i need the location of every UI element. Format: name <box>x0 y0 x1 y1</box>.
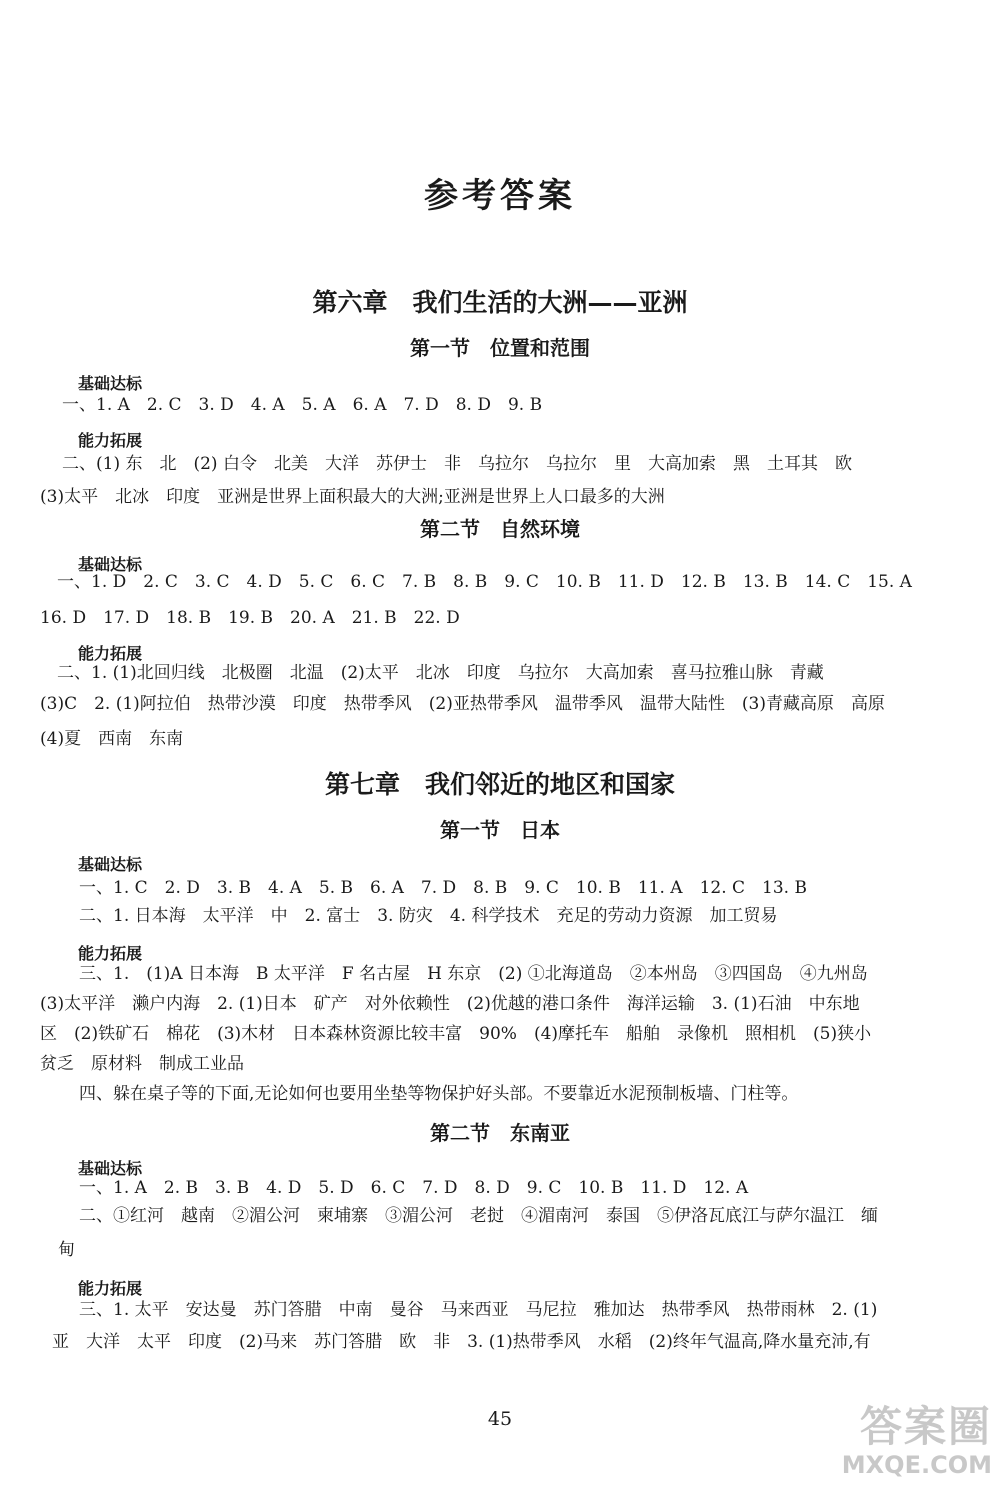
ch7-sec2-basic-label: 基础达标 <box>78 1159 143 1178</box>
ch7-sec1-heading: 第一节 日本 <box>440 818 560 842</box>
answer-line: 一、1. A 2. C 3. D 4. A 5. A 6. A 7. D 8. D 9. B <box>62 395 543 415</box>
watermark-logo <box>802 1404 992 1488</box>
chapter-6-heading: 第六章 我们生活的大洲——亚洲 <box>312 288 688 317</box>
answer-line: 三、1. 太平 安达曼 苏门答腊 中南 曼谷 马来西亚 马尼拉 雅加达 热带季风 热带雨林 2. (1) <box>62 1300 878 1320</box>
ch7-sec2-ext-label: 能力拓展 <box>78 1279 143 1298</box>
ch6-sec1-ext-label: 能力拓展 <box>78 431 143 450</box>
answer-line: 16. D 17. D 18. B 19. B 20. A 21. B 22. D <box>40 608 460 628</box>
answer-line: 区 (2)铁矿石 棉花 (3)木材 日本森林资源比较丰富 90% (4)摩托车 船舶 录像机 照相机 (5)狭小 <box>40 1024 872 1044</box>
ch6-sec2-ext-label: 能力拓展 <box>78 644 143 663</box>
answer-line: (4)夏 西南 东南 <box>40 729 184 749</box>
watermark-main: 答案圈 <box>859 1402 992 1451</box>
chapter-7-heading: 第七章 我们邻近的地区和国家 <box>324 770 675 799</box>
ch6-sec1-heading: 第一节 位置和范围 <box>410 336 590 360</box>
answer-line: 三、1. (1)A 日本海 B 太平洋 F 名古屋 H 东京 (2) ①北海道岛 ②本州岛 ③四国岛 ④九州岛 <box>62 964 868 984</box>
answer-line: 二、(1) 东 北 (2) 白令 北美 大洋 苏伊士 非 乌拉尔 乌拉尔 里 大高加索 黑 土耳其 欧 <box>62 454 852 474</box>
page-title: 参考答案 <box>424 176 576 216</box>
answer-line: 二、①红河 越南 ②湄公河 柬埔寨 ③湄公河 老挝 ④湄南河 泰国 ⑤伊洛瓦底江与萨尔温江 缅 <box>62 1206 878 1226</box>
ch6-sec2-basic-label: 基础达标 <box>78 555 143 574</box>
ch7-sec2-heading: 第二节 东南亚 <box>430 1121 570 1145</box>
answer-line: 贫乏 原材料 制成工业品 <box>40 1054 244 1074</box>
answer-line: (3)C 2. (1)阿拉伯 热带沙漠 印度 热带季风 (2)亚热带季风 温带季风 温带大陆性 (3)青藏高原 高原 <box>40 694 885 714</box>
watermark-url: MXQE.COM <box>841 1451 992 1479</box>
answer-line: 四、躲在桌子等的下面,无论如何也要用坐垫等物保护好头部。不要靠近水泥预制板墙、门柱等。 <box>62 1084 799 1104</box>
answer-line: (3)太平 北冰 印度 亚洲是世界上面积最大的大洲;亚洲是世界上人口最多的大洲 <box>40 487 665 507</box>
ch7-sec1-basic-label: 基础达标 <box>78 855 143 874</box>
answer-line: 一、1. D 2. C 3. C 4. D 5. C 6. C 7. B 8. B 9. C 10. B 11. D 12. B 13. B 14. C 15. A <box>40 572 912 592</box>
answer-line: (3)太平洋 濑户内海 2. (1)日本 矿产 对外依赖性 (2)优越的港口条件 海洋运输 3. (1)石油 中东地 <box>40 994 860 1014</box>
answer-line: 二、1. (1)北回归线 北极圈 北温 (2)太平 北冰 印度 乌拉尔 大高加索 喜马拉雅山脉 青藏 <box>40 663 824 683</box>
ch6-sec1-basic-label: 基础达标 <box>78 374 143 393</box>
answer-line: 一、1. C 2. D 3. B 4. A 5. B 6. A 7. D 8. B 9. C 10. B 11. A 12. C 13. B <box>62 878 807 898</box>
page-number: 45 <box>487 1408 513 1430</box>
answer-line: 二、1. 日本海 太平洋 中 2. 富士 3. 防灾 4. 科学技术 充足的劳动力资源 加工贸易 <box>62 906 778 926</box>
ch7-sec1-ext-label: 能力拓展 <box>78 944 143 963</box>
answer-line: 一、1. A 2. B 3. B 4. D 5. D 6. C 7. D 8. D 9. C 10. B 11. D 12. A <box>62 1178 749 1198</box>
answer-line: 甸 <box>58 1240 75 1260</box>
ch6-sec2-heading: 第二节 自然环境 <box>420 517 580 541</box>
answer-line: 亚 大洋 太平 印度 (2)马来 苏门答腊 欧 非 3. (1)热带季风 水稻 (2)终年气温高,降水量充沛,有 <box>52 1332 871 1352</box>
